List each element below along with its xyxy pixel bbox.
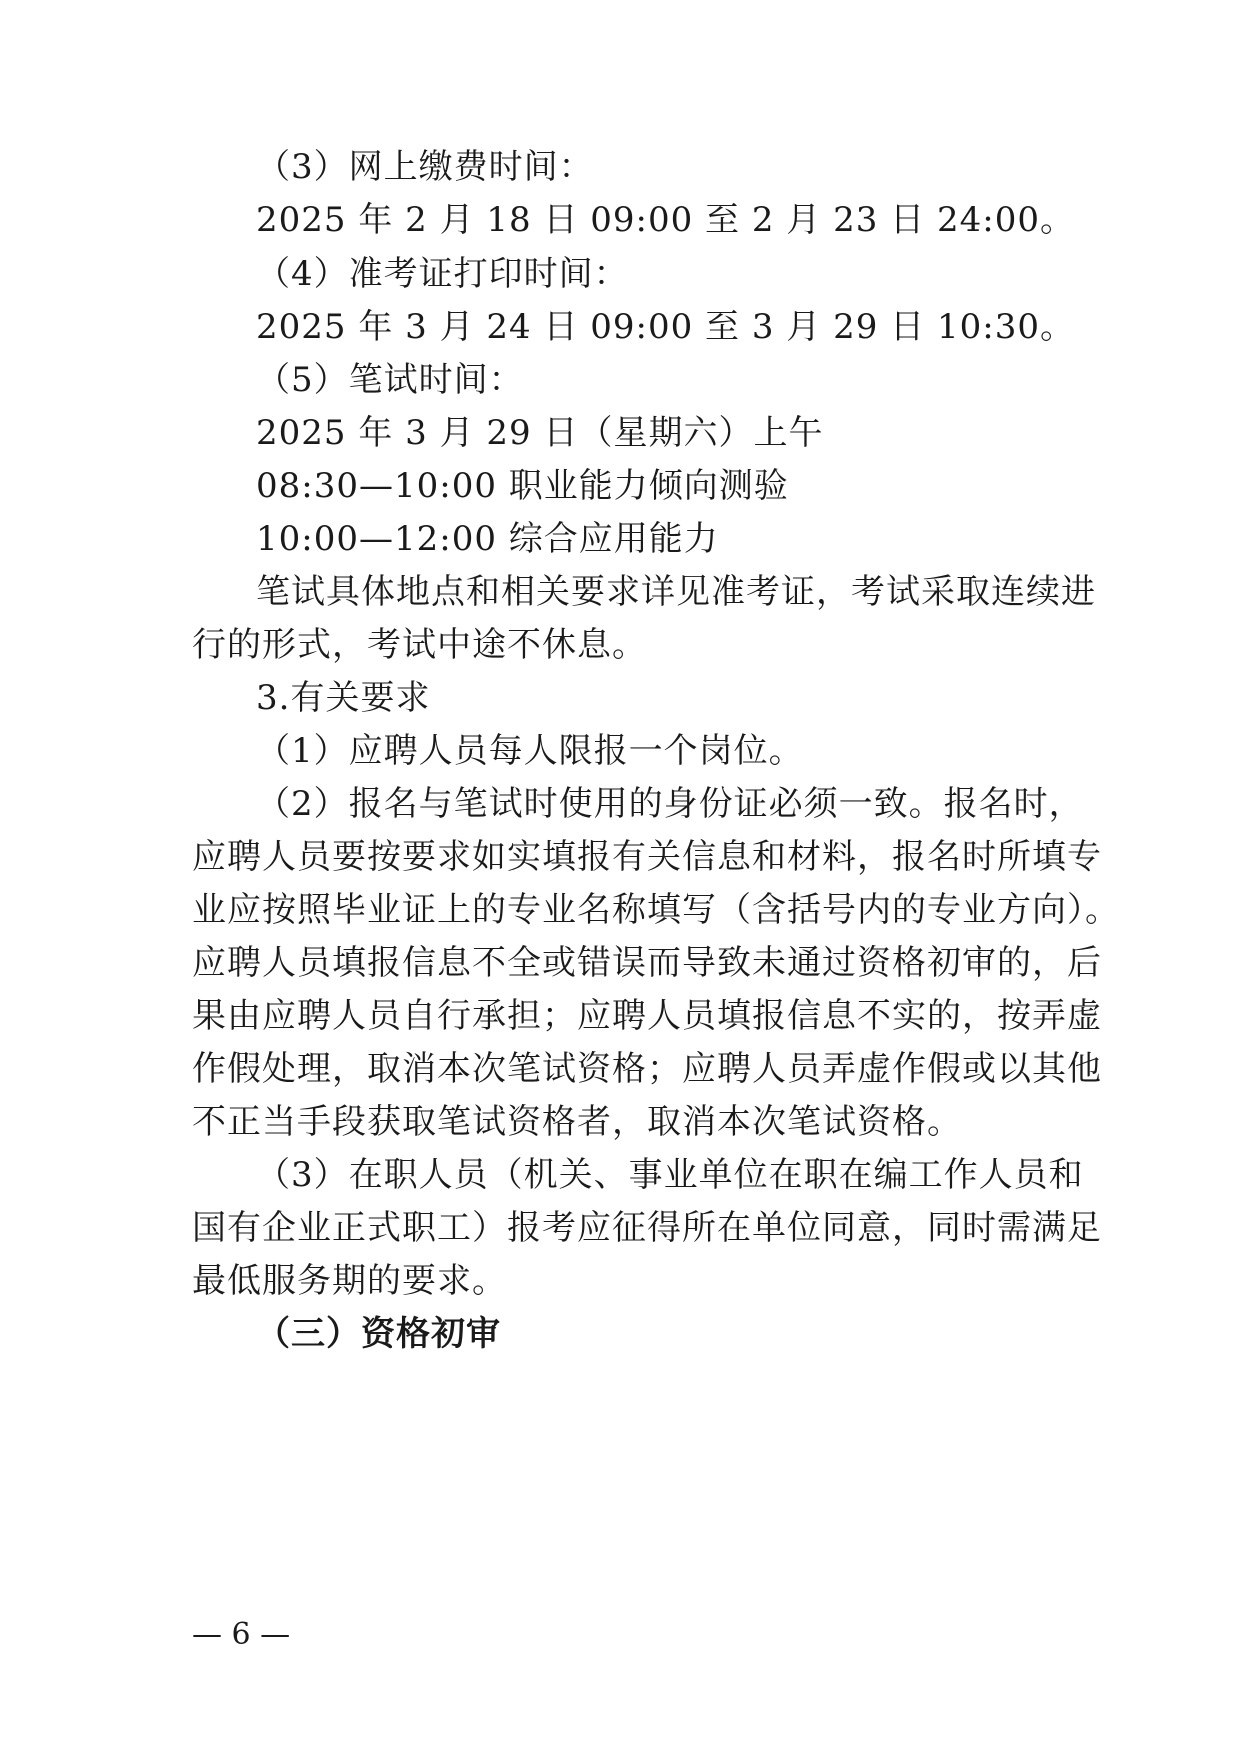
text-line: 不正当手段获取笔试资格者，取消本次笔试资格。 (192, 1102, 962, 1142)
text-line: （2）报名与笔试时使用的身份证必须一致。报名时， (256, 784, 1084, 824)
text-line: （3）在职人员（机关、事业单位在职在编工作人员和 (256, 1155, 1084, 1195)
text-line: 应聘人员填报信息不全或错误而导致未通过资格初审的，后 (192, 943, 1102, 983)
text-line: 2025 年 2 月 18 日 09:00 至 2 月 23 日 24:00。 (256, 200, 1075, 240)
text-line: 最低服务期的要求。 (192, 1261, 507, 1301)
text-line: 国有企业正式职工）报考应征得所在单位同意，同时需满足 (192, 1208, 1102, 1248)
text-line: 10:00—12:00 综合应用能力 (256, 519, 719, 559)
text-line: 业应按照毕业证上的专业名称填写（含括号内的专业方向）。 (192, 890, 1120, 930)
text-line: 作假处理，取消本次笔试资格；应聘人员弄虚作假或以其他 (192, 1049, 1102, 1089)
text-line: （4）准考证打印时间： (256, 254, 629, 294)
text-line: 行的形式，考试中途不休息。 (192, 625, 647, 665)
text-line: 笔试具体地点和相关要求详见准考证，考试采取连续进 (256, 572, 1096, 612)
section-heading: 3.有关要求 (256, 678, 431, 718)
text-line: 应聘人员要按要求如实填报有关信息和材料，报名时所填专 (192, 837, 1102, 877)
text-line: 2025 年 3 月 29 日（星期六）上午 (256, 413, 824, 453)
section-heading: （三）资格初审 (256, 1314, 501, 1354)
text-line: 08:30—10:00 职业能力倾向测验 (256, 466, 789, 506)
text-line: 果由应聘人员自行承担；应聘人员填报信息不实的，按弄虚 (192, 996, 1102, 1036)
text-line: （1）应聘人员每人限报一个岗位。 (256, 731, 804, 771)
text-line: 2025 年 3 月 24 日 09:00 至 3 月 29 日 10:30。 (256, 307, 1075, 347)
text-line: （5）笔试时间： (256, 360, 524, 400)
text-line: （3）网上缴费时间： (256, 147, 594, 187)
page-number: — 6 — (192, 1617, 291, 1652)
